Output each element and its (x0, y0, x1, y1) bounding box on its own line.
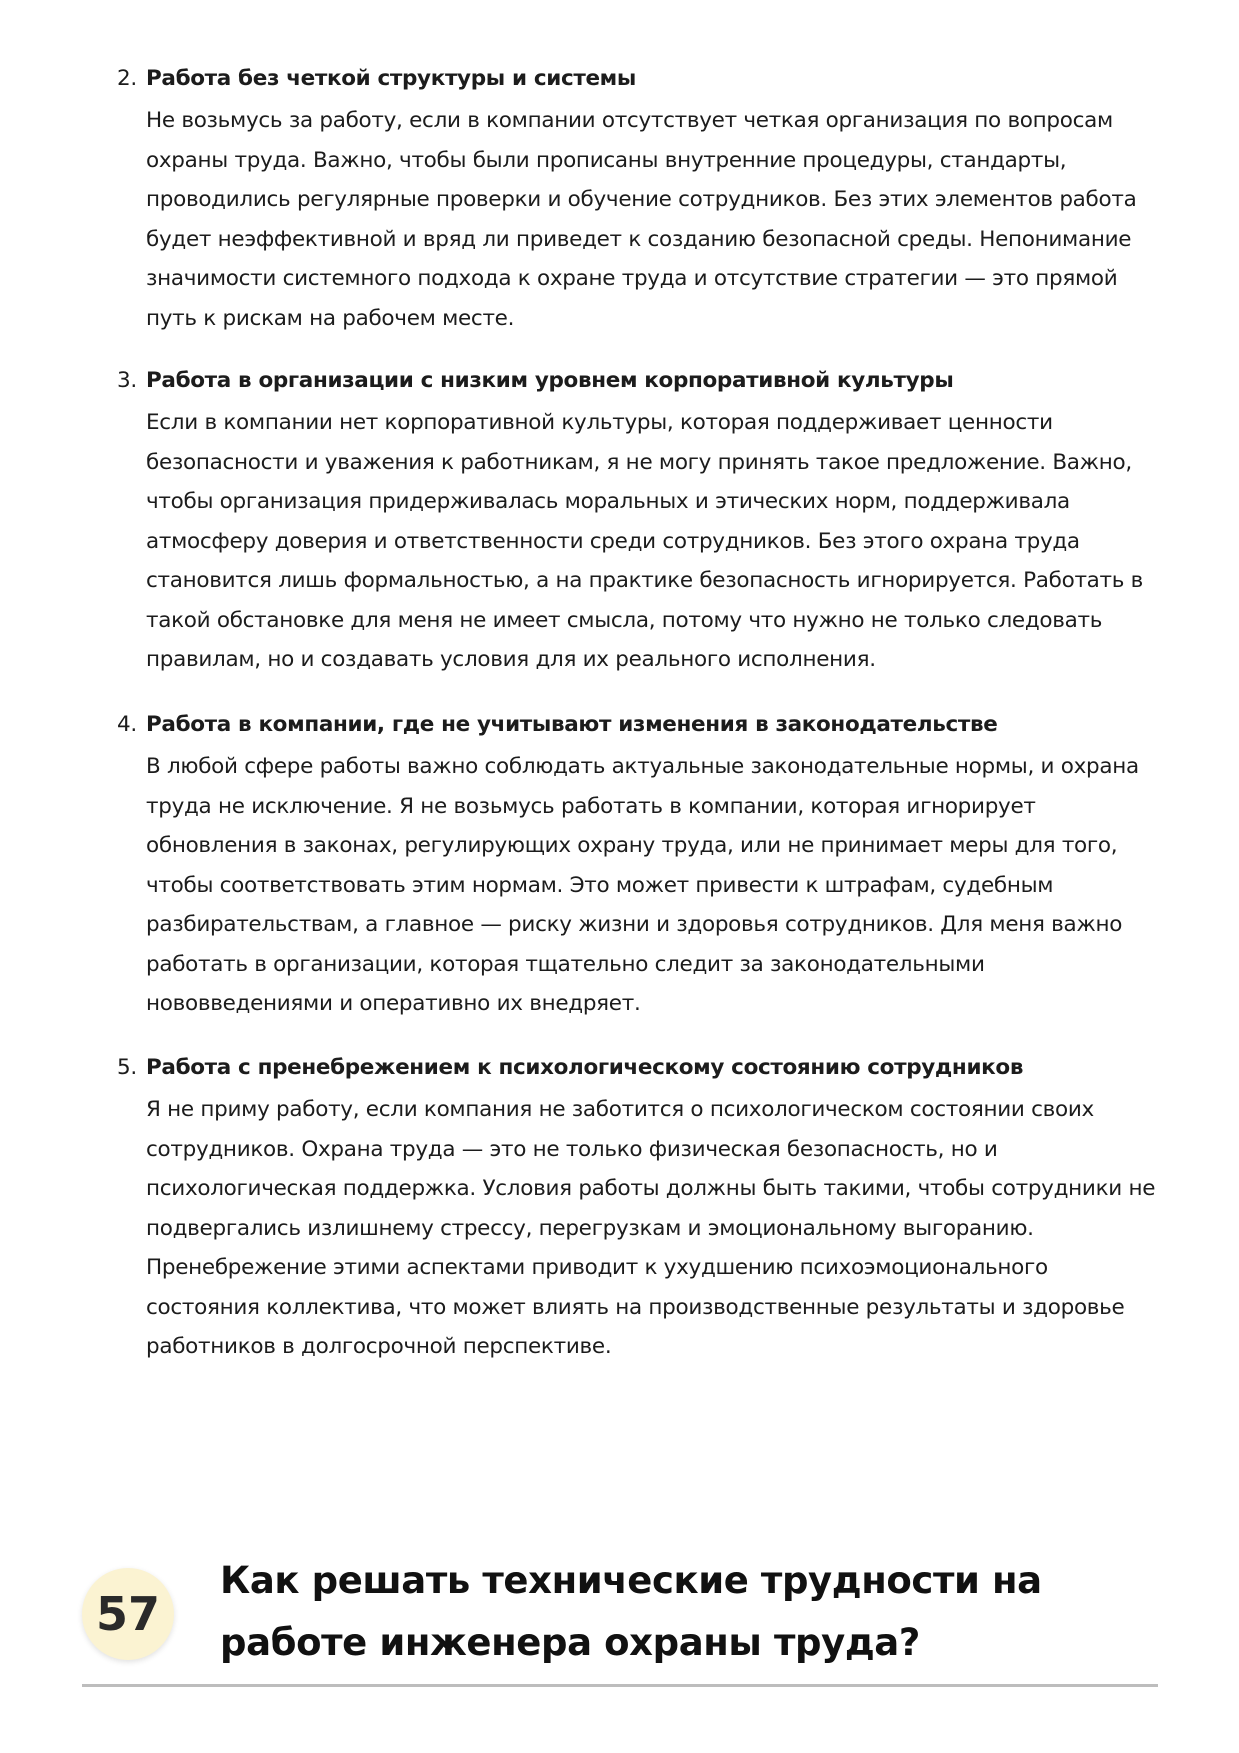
item-number: 3. (117, 368, 137, 393)
question-header (82, 1546, 1158, 1687)
item-number: 2. (117, 66, 137, 91)
item-paragraph: В любой сфере работы важно соблюдать актуальные законодательные нормы, и охрана труда не исключение. Я не возьмусь работать в компании, которая игнорирует обновления в законах, регулирующих охрану труда, или не принимает меры для того, чтобы соответствовать этим нормам. Это может привести к штрафам, судебным разбирательствам, а главное — риску жизни и здоровья сотрудников. Для меня важно работать в организации, которая тщательно следит за законодательными нововведениями и оперативно их внедряет. (146, 754, 1139, 1016)
item-heading (117, 64, 1157, 94)
item-title: Работа с пренебрежением к психологическому состоянию сотрудников (146, 1055, 1024, 1080)
question-title: Как решать технические трудности на работе инженера охраны труда? (220, 1559, 1042, 1664)
item-title: Работа в компании, где не учитывают изменения в законодательстве (146, 712, 998, 737)
item-heading (117, 1053, 1157, 1083)
list-item-4 (117, 710, 1157, 1024)
item-number: 4. (117, 712, 137, 737)
list-item-5 (117, 1053, 1157, 1367)
item-paragraph: Я не приму работу, если компания не заботится о психологическом состоянии своих сотрудников. Охрана труда — это не только физическая безопасность, но и психологическая поддержка. Условия работы должны быть такими, чтобы сотрудники не подвергались излишнему стрессу, перегрузкам и эмоциональному выгоранию. Пренебрежение этими аспектами приводит к ухудшению психоэмоционального состояния коллектива, что может влиять на производственные результаты и здоровье работников в долгосрочной перспективе. (146, 1097, 1156, 1359)
item-title: Работа без четкой структуры и системы (146, 66, 637, 91)
question-number-badge: 57 (82, 1568, 174, 1660)
item-paragraph: Если в компании нет корпоративной культуры, которая поддерживает ценности безопасности и уважения к работникам, я не могу принять такое предложение. Важно, чтобы организация придерживалась моральных и этических норм, поддерживала атмосферу доверия и ответственности среди сотрудников. Без этого охрана труда становится лишь формальностью, а на практике безопасность игнорируется. Работать в такой обстановке для меня не имеет смысла, потому что нужно не только следовать правилам, но и создавать условия для их реального исполнения. (146, 410, 1144, 672)
item-number: 5. (117, 1055, 137, 1080)
item-paragraph: Не возьмусь за работу, если в компании отсутствует четкая организация по вопросам охраны труда. Важно, чтобы были прописаны внутренние процедуры, стандарты, проводились регулярные проверки и обучение сотрудников. Без этих элементов работа будет неэффективной и вряд ли приведет к созданию безопасной среды. Непонимание значимости системного подхода к охране труда и отсутствие стратегии — это прямой путь к рискам на рабочем месте. (146, 108, 1137, 331)
item-title: Работа в организации с низким уровнем корпоративной культуры (146, 368, 954, 393)
item-heading (117, 710, 1157, 740)
item-heading (117, 366, 1157, 396)
list-item-2 (117, 64, 1157, 338)
list-item-3 (117, 366, 1157, 680)
